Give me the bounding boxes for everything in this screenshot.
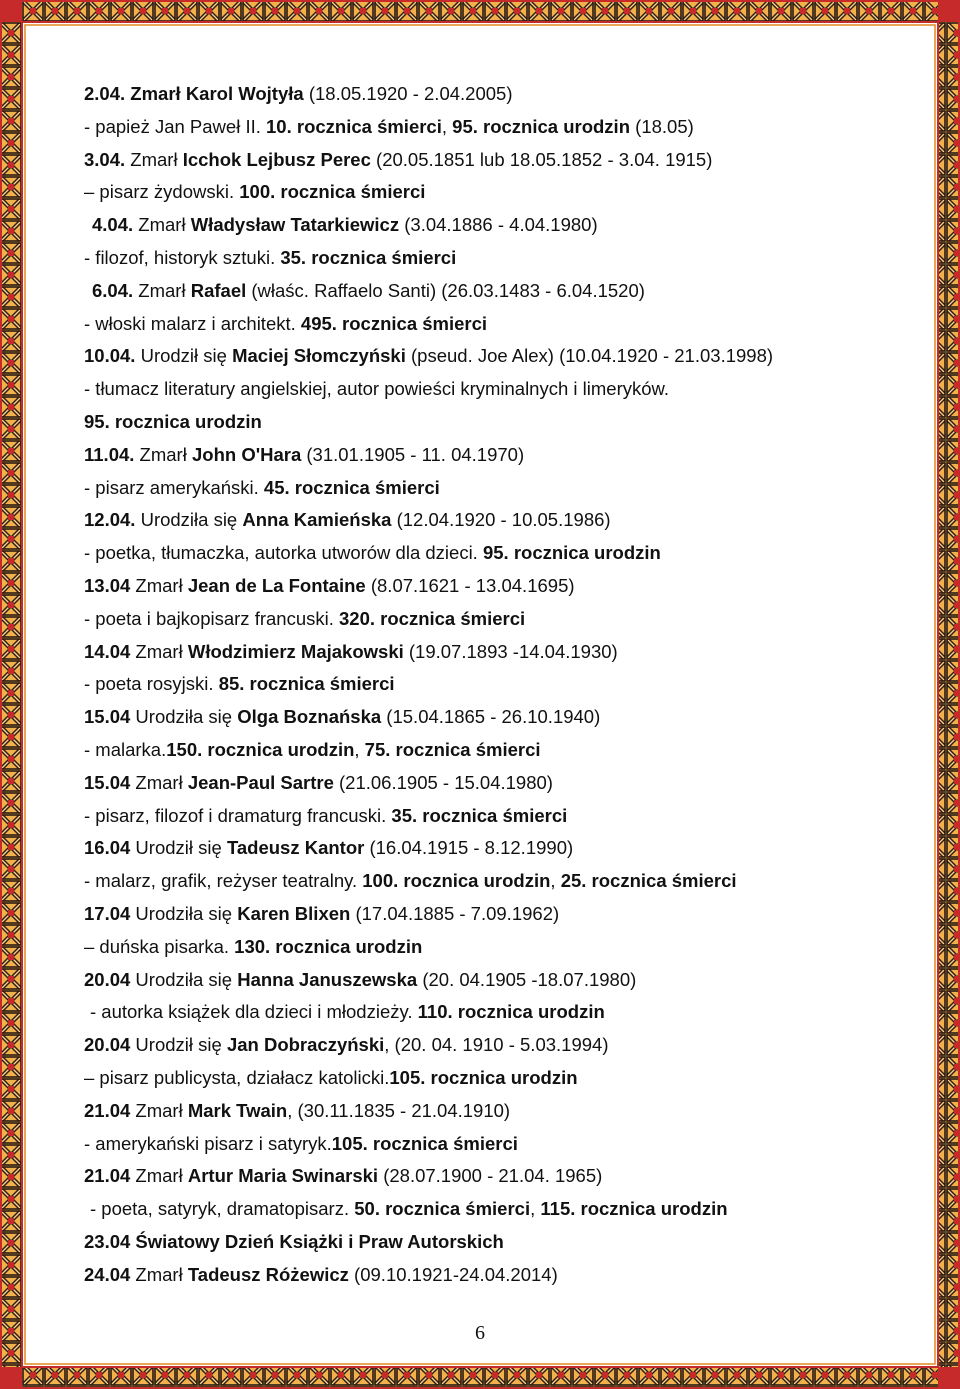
document-line	[84, 640, 618, 664]
line-text: Zmarł	[133, 214, 191, 235]
document-line	[84, 1230, 504, 1254]
line-text: ,	[441, 116, 453, 137]
bold-text: Karol Wojtyła	[185, 83, 304, 104]
line-text: (17.04.1885 - 7.09.1962)	[350, 903, 560, 924]
line-text: - włoski malarz i architekt.	[84, 313, 301, 334]
line-text: Zmarł	[130, 575, 188, 596]
bold-text: Mark Twain	[187, 1100, 288, 1121]
bold-text: 95. rocznica urodzin	[452, 116, 631, 137]
bold-text: 45. rocznica śmierci	[263, 477, 440, 498]
line-text: (18.05.1920 - 2.04.2005)	[303, 83, 513, 104]
line-text: (15.04.1865 - 26.10.1940)	[381, 706, 601, 727]
document-line	[84, 541, 661, 565]
bold-text: 25. rocznica śmierci	[560, 870, 737, 891]
document-line	[84, 804, 567, 828]
line-text: - autorka książek dla dzieci i młodzieży.	[90, 1001, 418, 1022]
document-line	[84, 935, 422, 959]
line-text: - malarz, grafik, reżyser teatralny.	[84, 870, 363, 891]
bold-text: 15.04	[84, 772, 131, 793]
line-text: Urodziła się	[130, 969, 238, 990]
bold-text: 320. rocznica śmierci	[339, 608, 526, 629]
line-text: (20. 04.1905 -18.07.1980)	[417, 969, 637, 990]
line-text: (31.01.1905 - 11. 04.1970)	[301, 444, 525, 465]
bold-text: 115. rocznica urodzin	[540, 1198, 728, 1219]
bold-text: 75. rocznica śmierci	[364, 739, 541, 760]
bold-text: 85. rocznica śmierci	[218, 673, 395, 694]
document-line	[84, 574, 575, 598]
bold-text: 50. rocznica śmierci	[354, 1198, 531, 1219]
line-text: Zmarł	[130, 772, 188, 793]
bold-text: Władysław Tatarkiewicz	[190, 214, 400, 235]
line-text: Zmarł	[130, 1100, 188, 1121]
document-line	[84, 771, 553, 795]
line-text: (właśc. Raffaelo Santi) (26.03.1483 - 6.04.1520)	[246, 280, 645, 301]
line-text: Urodził się	[135, 345, 233, 366]
line-text: (28.07.1900 - 21.04. 1965)	[378, 1165, 603, 1186]
page-number: 6	[475, 1322, 485, 1344]
line-text: – pisarz żydowski.	[84, 181, 240, 202]
line-text: - tłumacz literatury angielskiej, autor powieści kryminalnych i limeryków.	[84, 378, 669, 399]
bold-text: 110. rocznica urodzin	[417, 1001, 605, 1022]
line-text: Urodził się	[130, 1034, 227, 1055]
bold-text: 100. rocznica śmierci	[239, 181, 426, 202]
bold-text: 11.04.	[84, 444, 135, 465]
line-text: Zmarł	[130, 641, 188, 662]
line-text: - poetka, tłumaczka, autorka utworów dla dzieci.	[84, 542, 483, 563]
line-text: - malarka.	[84, 739, 167, 760]
line-text: - amerykański pisarz i satyryk.	[84, 1133, 332, 1154]
bold-text: 12.04.	[84, 509, 136, 530]
bold-text: 6.04.	[92, 280, 134, 301]
bold-text: 21.04	[84, 1100, 131, 1121]
bold-text: 105. rocznica śmierci	[331, 1133, 518, 1154]
line-text: Zmarł	[133, 280, 191, 301]
document-line	[84, 476, 440, 500]
document-line	[84, 148, 712, 172]
document-line	[84, 607, 525, 631]
bold-text: Karen Blixen	[237, 903, 351, 924]
document-line	[84, 836, 573, 860]
bold-text: Włodzimierz Majakowski	[187, 641, 404, 662]
bold-text: 150. rocznica urodzin	[166, 739, 355, 760]
bold-text: 100. rocznica urodzin	[362, 870, 551, 891]
document-line	[84, 738, 541, 762]
document-line	[84, 312, 487, 336]
line-text: – pisarz publicysta, działacz katolicki.	[84, 1067, 390, 1088]
bold-text: Jean-Paul Sartre	[187, 772, 334, 793]
line-text: ,	[530, 1198, 541, 1219]
document-line	[84, 508, 611, 532]
document-line	[84, 180, 425, 204]
line-text: (12.04.1920 - 10.05.1986)	[391, 509, 611, 530]
line-text: (8.07.1621 - 13.04.1695)	[365, 575, 575, 596]
document-line	[84, 377, 669, 401]
bold-text: 20.04	[84, 969, 131, 990]
line-text: (pseud. Joe Alex) (10.04.1920 - 21.03.1998)	[405, 345, 774, 366]
line-text: Urodziła się	[130, 903, 238, 924]
document-line	[84, 1164, 602, 1188]
line-text: - filozof, historyk sztuki.	[84, 247, 281, 268]
document-line	[90, 1000, 605, 1024]
document-line	[84, 902, 559, 926]
line-text: Zmarł	[130, 1165, 188, 1186]
bold-text: 21.04	[84, 1165, 131, 1186]
line-text: - poeta i bajkopisarz francuski.	[84, 608, 340, 629]
bold-text: 10.04.	[84, 345, 136, 366]
bold-text: 3.04.	[84, 149, 126, 170]
bold-text: 16.04	[84, 837, 131, 858]
bold-text: 15.04	[84, 706, 131, 727]
document-line	[92, 213, 598, 237]
bold-text: 495. rocznica śmierci	[300, 313, 488, 334]
document-line	[90, 1197, 728, 1221]
bold-text: 35. rocznica śmierci	[280, 247, 457, 268]
bold-text: 95. rocznica urodzin	[84, 411, 262, 432]
line-text: ,	[354, 739, 365, 760]
line-text: (18.05)	[630, 116, 694, 137]
document-line	[84, 1066, 578, 1090]
line-text: Urodził się	[130, 837, 227, 858]
document-line	[84, 1099, 510, 1123]
bold-text: 2.04. Zmarł	[84, 83, 186, 104]
line-text: – duńska pisarka.	[84, 936, 235, 957]
line-text: (16.04.1915 - 8.12.1990)	[364, 837, 574, 858]
bold-text: Maciej Słomczyński	[232, 345, 406, 366]
bold-text: Jean de La Fontaine	[187, 575, 366, 596]
document-line	[84, 1132, 518, 1156]
line-text: ,	[550, 870, 561, 891]
line-text: - poeta rosyjski.	[84, 673, 219, 694]
bold-text: Olga Boznańska	[237, 706, 382, 727]
line-text: - poeta, satyryk, dramatopisarz.	[90, 1198, 355, 1219]
bold-text: 24.04	[84, 1264, 131, 1285]
bold-text: Jan Dobraczyński	[226, 1034, 385, 1055]
bold-text: Hanna Januszewska	[237, 969, 418, 990]
document-line	[92, 279, 645, 303]
bold-text: 14.04	[84, 641, 131, 662]
document-line	[84, 1263, 558, 1287]
bold-text: 17.04	[84, 903, 131, 924]
bold-text: Anna Kamieńska	[242, 509, 392, 530]
document-line	[84, 705, 600, 729]
line-text: (09.10.1921-24.04.2014)	[348, 1264, 558, 1285]
line-text: , (30.11.1835 - 21.04.1910)	[287, 1100, 511, 1121]
bold-text: 105. rocznica urodzin	[389, 1067, 578, 1088]
line-text: - pisarz amerykański.	[84, 477, 264, 498]
bold-text: 20.04	[84, 1034, 131, 1055]
bold-text: Icchok Lejbusz Perec	[182, 149, 371, 170]
document-line	[84, 672, 395, 696]
line-text: - papież Jan Paweł II.	[84, 116, 267, 137]
line-text: Zmarł	[134, 444, 192, 465]
bold-text: 95. rocznica urodzin	[482, 542, 661, 563]
line-text: Zmarł	[125, 149, 183, 170]
bold-text: 10. rocznica śmierci	[266, 116, 442, 137]
document-line	[84, 968, 636, 992]
bold-text: 23.04 Światowy Dzień Książki i Praw Autorskich	[84, 1231, 504, 1252]
bold-text: Artur Maria Swinarski	[187, 1165, 379, 1186]
line-text: (3.04.1886 - 4.04.1980)	[399, 214, 598, 235]
document-line	[84, 115, 694, 139]
bold-text: 35. rocznica śmierci	[391, 805, 568, 826]
document-line	[84, 869, 737, 893]
bold-text: 13.04	[84, 575, 131, 596]
line-text: (20.05.1851 lub 18.05.1852 - 3.04. 1915)	[370, 149, 713, 170]
document-line	[84, 82, 512, 106]
bold-text: 4.04.	[92, 214, 134, 235]
line-text: Urodziła się	[130, 706, 238, 727]
line-text: Urodziła się	[135, 509, 243, 530]
line-text: (21.06.1905 - 15.04.1980)	[333, 772, 553, 793]
document-line	[84, 443, 524, 467]
bold-text: 130. rocznica urodzin	[234, 936, 423, 957]
document-line	[84, 344, 773, 368]
line-text: - pisarz, filozof i dramaturg francuski.	[84, 805, 392, 826]
line-text: Zmarł	[130, 1264, 188, 1285]
document-line	[84, 410, 262, 434]
bold-text: Tadeusz Różewicz	[187, 1264, 349, 1285]
bold-text: Tadeusz Kantor	[226, 837, 365, 858]
bold-text: John O'Hara	[191, 444, 302, 465]
line-text: (19.07.1893 -14.04.1930)	[403, 641, 618, 662]
document-line	[84, 1033, 608, 1057]
bold-text: Rafael	[190, 280, 247, 301]
document-line	[84, 246, 456, 270]
line-text: , (20. 04. 1910 - 5.03.1994)	[384, 1034, 609, 1055]
